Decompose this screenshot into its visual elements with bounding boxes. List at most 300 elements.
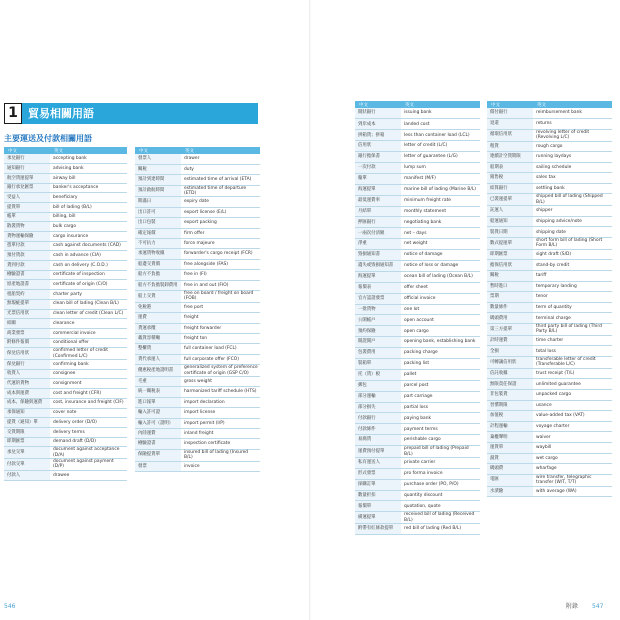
term-chinese: 提貨單 [4,202,50,212]
table-row [355,250,480,261]
table-row [4,202,127,212]
term-english: transferable letter of credit (Transferable L/C) [533,357,612,369]
term-chinese: 一次付款 [355,162,401,173]
section-header [4,103,258,124]
table-row [4,398,127,408]
table-row [4,319,127,329]
term-chinese: 暫時進口 [487,281,533,292]
term-english: gross weight [181,376,260,386]
table-header-row [487,101,612,108]
term-english: cash against documents (CAD) [50,241,127,251]
term-english: issuing bank [401,108,480,119]
table-row [135,365,260,377]
term-chinese: 統一關稅表 [135,387,181,397]
term-english: monthly statement [401,206,480,217]
table-row [135,207,260,217]
table-row [487,238,612,250]
term-chinese: 運費預付提單 [355,446,401,458]
table-row [487,324,612,336]
term-english: import declaration [181,397,260,407]
table-row [135,418,260,428]
term-chinese: 關稅 [135,164,181,174]
table-row [135,270,260,280]
term-english: force majeure [181,239,260,249]
table-row [135,439,260,449]
table-row [135,239,260,249]
table-row [135,449,260,461]
table-row [4,379,127,389]
table-row [4,290,127,300]
term-english: clean letter of credit (Clean L/C) [50,309,127,319]
table-row [135,397,260,407]
term-chinese: 內陸運費 [135,428,181,438]
term-chinese: 非包裝貨 [487,390,533,401]
table-row [355,479,480,490]
term-english: purchase order (PO, P/O) [401,479,480,490]
table-row [355,524,480,535]
term-chinese: 承保通知 [4,408,50,418]
term-english: short form bill of lading (Short Form B/L) [533,238,612,250]
term-chinese: 全損 [487,346,533,357]
term-chinese: 碼頭費用 [487,313,533,324]
term-chinese: 遺失或毀損通知書 [355,260,401,271]
header-chinese: 中文 [487,101,533,108]
term-english: freight forwarder [181,323,260,333]
header-chinese: 中文 [4,147,50,154]
table-row [4,389,127,399]
term-chinese: 易腐貨 [355,435,401,446]
term-english: paying bank [401,413,480,424]
term-chinese: 計時運費 [487,335,533,346]
term-english: notice of loss or damage [401,260,480,271]
term-english: free in (FI) [181,270,260,280]
term-english: payment terms [401,424,480,435]
term-english: packing charge [401,348,480,359]
term-english: running laydays [533,152,612,163]
term-chinese: 數量條件 [487,302,533,313]
table-row [135,323,260,333]
term-chinese: 一批貨物 [355,304,401,315]
term-chinese: 檢驗證書 [4,270,50,280]
table-row [487,357,612,369]
term-english: tariff [533,271,612,282]
table-row [355,391,480,402]
table-row [355,184,480,195]
term-english: invoice [181,461,260,471]
term-english: term of quantity [533,302,612,313]
table-row [135,387,260,397]
table-row [355,369,480,380]
table-row [487,411,612,422]
term-english: ocean bill of lading (Ocean B/L) [401,271,480,282]
term-english: offer sheet [401,282,480,293]
term-english: export packing [181,218,260,228]
term-english: full corporate offer (FCO) [181,354,260,364]
term-chinese: 公開帳戶 [355,315,401,326]
term-english: bulk cargo [50,222,127,232]
table-row [355,260,480,271]
table-row [355,293,480,304]
table-row [487,421,612,432]
table-row [355,326,480,337]
term-chinese: 託運人 [487,206,533,217]
term-english: prepaid bill of lading (Prepaid B/L) [401,446,480,458]
term-chinese: 循環信用狀 [487,129,533,141]
term-english: parcel post [401,380,480,391]
table-row [355,446,480,458]
term-english: cost and freight (CFR) [50,389,127,399]
term-chinese: 船方不負擔裝卸費用 [135,280,181,290]
term-english: insured bill of lading (Insured B/L) [181,449,260,461]
table-row [135,218,260,228]
term-english: delivery order (D/O) [50,418,127,428]
table-row [4,222,127,232]
term-chinese: 散裝貨物 [4,222,50,232]
term-chinese: 收貨人 [4,369,50,379]
term-english: consignee [50,369,127,379]
term-chinese: 擔保信用狀 [487,260,533,271]
term-english: letter of credit (L/C) [401,141,480,152]
term-english: landed cost [401,119,480,130]
term-chinese: 即期匯票 [487,249,533,260]
term-english: delivery terms [50,427,127,437]
table-row [487,335,612,346]
table-row [135,344,260,354]
table-row [135,313,260,323]
term-english: waybill [533,443,612,454]
term-chinese: 貨到付款 [4,261,50,271]
term-chinese: 信用狀 [355,141,401,152]
table-row [135,228,260,238]
table-row [135,461,260,471]
term-english: clearance [50,319,127,329]
table-row [4,369,127,379]
table-row [4,328,127,338]
term-chinese: 部分損失 [355,402,401,413]
term-chinese: 裝貨日期 [487,227,533,238]
term-chinese: 無限責任保證 [487,379,533,390]
table-row [355,358,480,369]
term-english: inspection certificate [181,439,260,449]
table-row [135,376,260,386]
table-row [4,173,127,183]
table-row [355,337,480,348]
term-chinese: 毛重 [135,376,181,386]
table-row [355,501,480,512]
term-chinese: 毀損通知書 [355,250,401,261]
term-chinese: 付款人 [4,470,50,480]
term-chinese: 帳單 [4,212,50,222]
table-row [355,228,480,239]
table-row [135,164,260,174]
table-row [487,141,612,152]
table-row [487,216,612,227]
term-english: packing list [401,358,480,369]
term-english: consignment [50,379,127,389]
term-english: sailing schedule [533,162,612,173]
term-english: billing, bill [50,212,127,222]
table-row [487,119,612,130]
glossary-table [355,101,480,535]
table-row [355,380,480,391]
term-english: one lot [401,304,480,315]
term-english: perishable cargo [401,435,480,446]
term-english: import permit (I/P) [181,418,260,428]
right-page [310,0,620,620]
term-english: pallet [401,369,480,380]
term-english: free alongside (FAS) [181,259,260,269]
term-english: estimated time of arrival (ETA) [181,175,260,185]
table-row [355,271,480,282]
term-english: commercial invoice [50,328,127,338]
term-english: pro forma invoice [401,468,480,479]
term-english: certificate of origin (C/O) [50,280,127,290]
table-row [355,435,480,446]
term-chinese: 航空貨運提單 [4,173,50,183]
term-chinese: 優惠稅產地證明書 [135,365,181,377]
term-chinese: 附條件報價 [4,338,50,348]
term-chinese: 報價表 [355,282,401,293]
term-chinese: 即期匯票 [4,437,50,447]
term-english: quotation, quote [401,501,480,512]
term-chinese: 淨重 [355,239,401,250]
term-english: firm offer [181,228,260,238]
term-chinese: 到岸成本 [355,119,401,130]
term-english: part carriage [401,391,480,402]
table-row [4,338,127,348]
term-english: airway bill [50,173,127,183]
table-row [355,108,480,119]
table-row [4,193,127,203]
term-chinese: 成本、保險與運費 [4,398,50,408]
term-chinese: 艙單 [355,173,401,184]
term-english: third party bill of lading (Third Party B/L) [533,324,612,336]
glossary-table [487,101,612,497]
table-row [4,241,127,251]
table-row [135,175,260,185]
table-row [355,457,480,468]
table-row [4,447,127,459]
table-row [4,164,127,174]
table-header-row [4,147,127,154]
term-chinese: 船方不負擔 [135,270,181,280]
term-chinese: 承兌銀行 [4,154,50,164]
term-english: import license [181,408,260,418]
term-english: unpacked cargo [533,390,612,401]
term-chinese: 發票 [135,461,181,471]
term-english: clean bill of lading (Clean B/L) [50,299,127,309]
table-row [487,379,612,390]
table-row [487,292,612,303]
term-english: trust receipt (T/L) [533,368,612,379]
term-english: rough cargo [533,141,612,152]
term-chinese: 憑單付款 [4,241,50,251]
term-english: lump sum [401,162,480,173]
header-chinese: 中文 [135,147,181,154]
table-row [487,432,612,443]
term-chinese: 備運提單 [355,512,401,524]
term-chinese: 期滿日 [135,197,181,207]
term-english: private carrier [401,457,480,468]
table-row [135,249,260,259]
table-row [4,280,127,290]
term-chinese: 私有運送人 [355,457,401,468]
term-english: less than container load (LCL) [401,130,480,141]
term-english: free on board / freight on board (FOB) [181,291,260,303]
table-row [355,152,480,163]
table-row [135,354,260,364]
term-chinese: 數式提運單 [487,238,533,250]
term-english: with average (WA) [533,486,612,497]
term-english: sight draft (S/D) [533,249,612,260]
table-row [4,232,127,242]
table-row [487,486,612,497]
table-row [355,315,480,326]
term-english: opening bank, establishing bank [401,337,480,348]
table-row [487,129,612,141]
term-chinese: 托（貨）板 [355,369,401,380]
term-chinese: 付款交單 [4,459,50,471]
term-english: certificate of inspection [50,270,127,280]
table-row [487,183,612,194]
running-header: 附錄 [566,603,579,610]
table-row [4,309,127,319]
table-row [487,227,612,238]
table-row [4,348,127,360]
term-english: advising bank [50,164,127,174]
table-row [4,299,127,309]
glossary-table [4,147,127,481]
term-chinese: 銷售稅 [487,173,533,184]
term-chinese: 銀行擔保書 [355,152,401,163]
term-chinese: 電匯 [487,474,533,486]
term-english: notice of damage [401,250,480,261]
table-row [135,154,260,164]
term-chinese: 銀行承兌匯票 [4,183,50,193]
term-chinese: 連續計空貨期限 [487,152,533,163]
term-english: free port [181,302,260,312]
term-chinese: 水漬險 [487,486,533,497]
table-row [355,195,480,206]
table-row [355,217,480,228]
term-chinese: 形式發票 [355,468,401,479]
term-chinese: 運貨單 [487,443,533,454]
table-row [4,408,127,418]
term-english: drawer [181,154,260,164]
table-row [355,141,480,152]
term-english: cargo insurance [50,232,127,242]
term-chinese: 輸入許可證 [135,408,181,418]
table-row [487,249,612,260]
term-chinese: 月結單 [355,206,401,217]
table-row [355,424,480,435]
term-chinese: 載貨容積噸 [135,333,181,343]
table-row [487,152,612,163]
term-chinese: 整櫃貨 [135,344,181,354]
term-chinese: 郵包 [355,380,401,391]
term-chinese: 貨物運輸保險 [4,232,50,242]
table-row [355,119,480,130]
term-chinese: 發票人 [135,154,181,164]
table-row [487,443,612,454]
term-chinese: 退還 [487,119,533,130]
table-row [135,333,260,343]
term-english: value-added tax (VAT) [533,411,612,422]
table-row [135,408,260,418]
table-row [135,185,260,197]
table-row [355,348,480,359]
term-english: marine bill of lading (Marine B/L) [401,184,480,195]
term-chinese: 預計啟航時間 [135,185,181,197]
term-english: partial loss [401,402,480,413]
term-english: manifest (M/F) [401,173,480,184]
term-chinese: 採購訂單 [355,479,401,490]
term-chinese: 碼頭費 [487,464,533,475]
term-chinese: 檢驗證書 [135,439,181,449]
term-english: received bill of lading (Received B/L) [401,512,480,524]
term-chinese: 代運的貨物 [4,379,50,389]
header-english: 英文 [401,101,480,108]
table-row [4,183,127,193]
term-english: document against payment (D/P) [50,459,127,471]
term-english: cost, insurance and freight (CIF) [50,398,127,408]
term-chinese: 提貨（通知）單 [4,418,50,428]
table-row [487,453,612,464]
term-chinese: 數量折扣 [355,490,401,501]
table-row [487,346,612,357]
term-chinese: 粗貨 [487,141,533,152]
term-english: sales tax [533,173,612,184]
term-english: banker's acceptance [50,183,127,193]
table-row [135,428,260,438]
term-chinese: 付款條件 [355,424,401,435]
table-header-row [355,101,480,108]
term-english: net – days [401,228,480,239]
term-chinese: 不可抗力 [135,239,181,249]
term-chinese: 出口許可 [135,207,181,217]
table-header-row [135,147,260,154]
term-chinese: 預計到達時間 [135,175,181,185]
term-english: open cargo [401,326,480,337]
subsection-title: 主要運送及付款相關用語 [4,134,92,143]
table-row [355,162,480,173]
term-chinese: 裝箱單 [355,358,401,369]
term-english: free in and out (FIO) [181,280,260,290]
table-row [487,108,612,119]
term-english: duty [181,164,260,174]
term-english: confirmed letter of credit (Confirmed L/C) [50,348,127,360]
table-row [487,368,612,379]
term-chinese: 保兌信用狀 [4,348,50,360]
term-chinese: 成本與運費 [4,389,50,399]
term-chinese: 官方認證發票 [355,293,401,304]
term-english: returns [533,119,612,130]
term-english: shipping advice/note [533,216,612,227]
table-row [355,490,480,501]
term-english: temporary landing [533,281,612,292]
term-chinese: 報價單 [355,501,401,512]
term-english: cash on delivery (C.O.D.) [50,261,127,271]
term-chinese: 保兌銀行 [4,360,50,370]
term-english: waiver [533,432,612,443]
table-row [487,390,612,401]
term-chinese: 可轉讓信用狀 [487,357,533,369]
term-english: tenor [533,292,612,303]
term-english: freight ton [181,333,260,343]
table-row [487,162,612,173]
term-chinese: 償付銀行 [487,108,533,119]
term-english: estimated time of departure (ETD) [181,185,260,197]
